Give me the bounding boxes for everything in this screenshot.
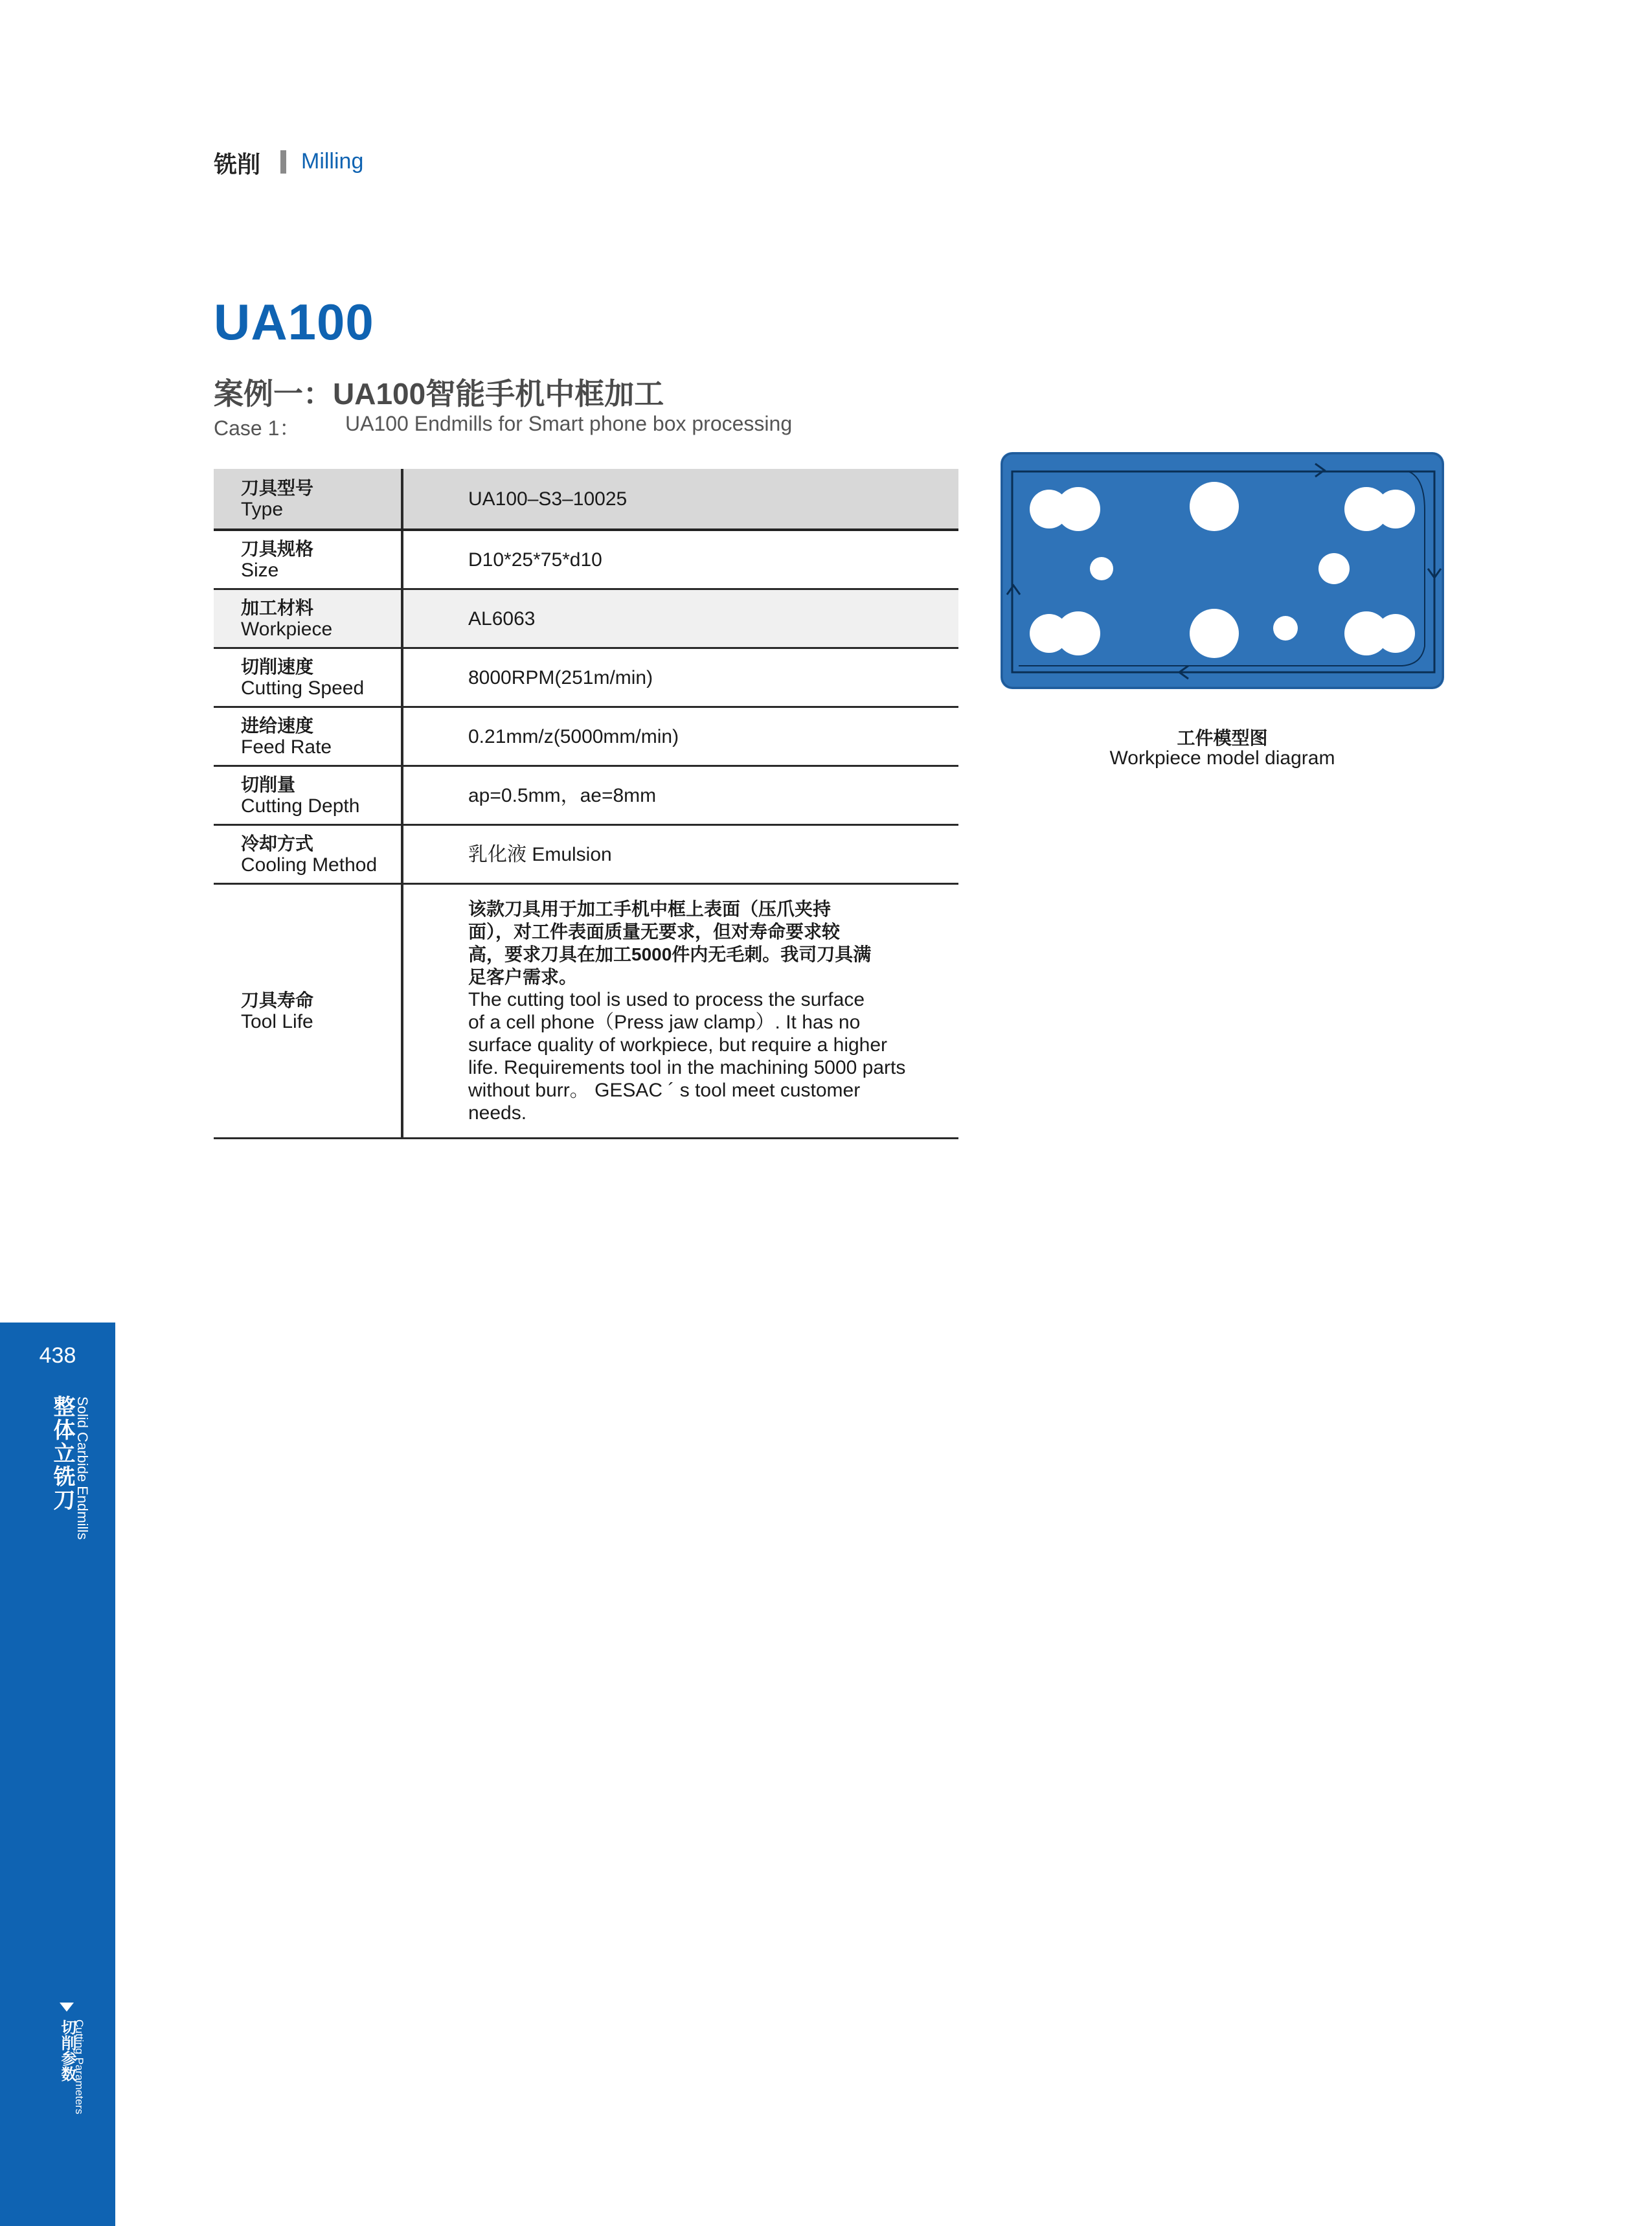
section-title-en: Milling (301, 149, 364, 174)
tool-life-en-line: life. Requirements tool in the machining 5000 parts (468, 1057, 906, 1078)
row-label-zh: 进给速度 (241, 716, 314, 736)
table-row-size (214, 531, 958, 590)
row-label-zh: 刀具规格 (241, 539, 314, 559)
hole (1090, 557, 1113, 580)
row-value: UA100–S3–10025 (468, 488, 628, 510)
tool-life-zh-line: 高，要求刀具在加工5000件内无毛刺。我司刀具满 (468, 944, 872, 964)
tool-life-en-line: without burr。 GESAC ´ s tool meet customer (468, 1080, 861, 1101)
product-title: UA100 (214, 293, 374, 350)
row-label-en: Workpiece (241, 619, 333, 640)
row-value: D10*25*75*d10 (468, 549, 602, 571)
sidebar-params-en: Cutting Parameters (73, 2019, 85, 2115)
row-label-en: Cooling Method (241, 854, 378, 876)
hole (1056, 611, 1100, 655)
row-label-en: Type (241, 499, 284, 520)
tool-life-en-line: needs. (468, 1102, 527, 1124)
tool-life-zh-line: 足客户需求。 (468, 967, 578, 987)
row-label-en: Tool Life (241, 1011, 313, 1032)
row-value: AL6063 (468, 608, 536, 630)
section-title-zh: 铣削 (214, 151, 261, 177)
row-label-zh: 加工材料 (241, 598, 314, 618)
table-row-cutting-speed (214, 649, 958, 708)
row-value: ap=0.5mm，ae=8mm (468, 784, 657, 806)
row-value: 0.21mm/z(5000mm/min) (468, 725, 679, 747)
table-row-workpiece (214, 590, 958, 649)
hole (1190, 482, 1239, 531)
row-label (214, 531, 403, 588)
sidebar-params-zh: 切削参数 (58, 2019, 76, 2082)
case-title-en: UA100 Endmills for Smart phone box processing (345, 412, 793, 435)
tool-life-en-line: of a cell phone（Press jaw clamp）. It has no (468, 1012, 861, 1033)
diagram-caption-en: Workpiece model diagram (1109, 747, 1335, 769)
table-row-cutting-depth (214, 767, 958, 826)
row-label (214, 885, 403, 1137)
row-value: 乳化液 Emulsion (468, 843, 612, 865)
hole (1056, 487, 1100, 531)
table-row-type (214, 469, 958, 531)
row-label (214, 469, 403, 528)
row-label-en: Cutting Speed (241, 677, 365, 699)
table-row-feed-rate (214, 708, 958, 767)
row-label-zh: 切削量 (241, 775, 296, 795)
spec-table (214, 469, 958, 1139)
sidebar-title-en: Solid Carbide Endmills (74, 1396, 91, 1540)
hole (1190, 609, 1239, 658)
row-label (214, 708, 403, 765)
hole (1318, 553, 1350, 584)
section-divider (280, 150, 286, 174)
tool-life-en-line: surface quality of workpiece, but require a higher (468, 1034, 888, 1056)
table-row-tool-life (214, 885, 958, 1139)
tool-life-description (403, 885, 958, 1137)
row-value: 8000RPM(251m/min) (468, 666, 653, 688)
row-label-zh: 冷却方式 (241, 834, 314, 854)
row-label (214, 649, 403, 706)
row-label-zh: 刀具型号 (241, 478, 314, 498)
hole (1376, 614, 1415, 653)
case-title-zh: 案例一：UA100智能手机中框加工 (214, 377, 664, 411)
hole (1376, 490, 1415, 528)
tool-life-zh-line: 面），对工件表面质量无要求，但对寿命要求较 (468, 922, 841, 942)
diagram-caption-zh: 工件模型图 (1177, 728, 1268, 748)
row-label (214, 590, 403, 647)
row-label-zh: 切削速度 (241, 657, 314, 677)
sidebar-title-zh: 整体立铣刀 (50, 1395, 74, 1512)
tool-life-zh-line: 该款刀具用于加工手机中框上表面（压爪夹持 (468, 899, 832, 919)
triangle-down-icon (60, 2003, 74, 2012)
table-row-cooling-method (214, 826, 958, 885)
workpiece-diagram (1001, 452, 1444, 689)
hole (1273, 616, 1298, 641)
row-label-en: Feed Rate (241, 736, 332, 758)
row-label (214, 826, 403, 883)
row-label (214, 767, 403, 824)
row-label-en: Size (241, 560, 279, 581)
case-label-en: Case 1： (214, 416, 300, 440)
tool-life-en-line: The cutting tool is used to process the surface (468, 989, 865, 1010)
page-number: 438 (39, 1343, 76, 1368)
row-label-en: Cutting Depth (241, 795, 360, 817)
row-label-zh: 刀具寿命 (241, 990, 314, 1010)
